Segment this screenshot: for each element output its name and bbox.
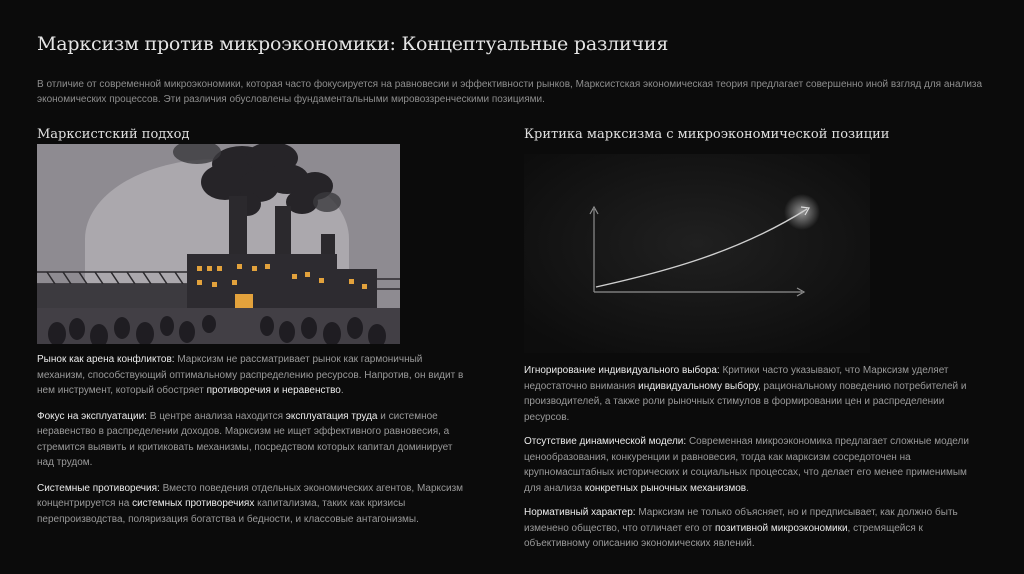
body-text: и системное неравенство в распределении доходов. Марксизм не ищет эффективного равновесия, а стремится выявить и критиковать механизмы, посредством которых капитал доминирует над трудом. bbox=[37, 410, 453, 468]
highlight-text: Рынок как арена конфликтов: bbox=[37, 354, 175, 365]
body-text: капитализма, таких как кризисы перепроизводства, поляризация богатства и бедности, и классовые антагонизмы. bbox=[37, 498, 419, 525]
body-text: Критики часто указывают, что Марксизм уделяет недостаточно внимания bbox=[524, 365, 949, 392]
body-text: Вместо поведения отдельных экономических агентов, Марксизм концентрируется на bbox=[37, 482, 464, 509]
body-text: , стремящейся к объективному описанию экономических явлений. bbox=[524, 522, 923, 549]
right-point-1 bbox=[524, 363, 984, 425]
critique-heading: Критика марксизма с микроэкономической позиции bbox=[524, 127, 890, 142]
highlight-text: эксплуатация труда bbox=[285, 410, 378, 422]
marxist-points-list bbox=[37, 352, 467, 537]
body-text: Марксизм не рассматривает рынок как гармоничный механизм, способствующий оптимальному распределению ресурсов. Напротив, он видит в нем инструмент, который обостряет bbox=[37, 354, 464, 396]
page-title: Марксизм против микроэкономики: Концептуальные различия bbox=[37, 33, 669, 55]
body-text: . bbox=[340, 385, 344, 396]
intro-paragraph: В отличие от современной микроэкономики, которая часто фокусируется на равновесии и эффективности рынков, Марксистская экономическая теория предлагает совершенно иной взгляд для анализа экономических процессов. Эти различия обусловлены фундаментальными мировоззренческими позициями. bbox=[37, 79, 983, 105]
highlight-text: системных противоречиях bbox=[132, 498, 255, 509]
left-point-3 bbox=[37, 481, 467, 528]
body-text: В центре анализа находится bbox=[146, 410, 286, 422]
marxist-approach-heading: Марксистский подход bbox=[37, 127, 190, 142]
rising-curve-graph bbox=[524, 154, 870, 353]
highlight-text: Игнорирование индивидуального выбора: bbox=[524, 365, 720, 376]
body-text: , рациональному поведению потребителей и производителей, а также роли рыночных стимулов в формировании цен и распределении ресурсов. bbox=[524, 380, 967, 423]
highlight-text: Системные противоречия: bbox=[37, 482, 160, 494]
body-text: . bbox=[746, 482, 749, 494]
body-text: Современная микроэкономика предлагает сложные модели ценообразования, конкуренции и равновесия, тогда как марксизм сосредоточен на крупномасштабных исторических и социальных процессах, что делает его менее применимым для анализа bbox=[524, 436, 969, 494]
factory-illustration bbox=[37, 144, 400, 344]
highlight-text: противоречия и неравенство bbox=[206, 385, 341, 396]
highlight-text: индивидуальному выбору bbox=[638, 380, 758, 392]
highlight-text: Нормативный характер: bbox=[524, 507, 636, 518]
left-point-2 bbox=[37, 409, 467, 471]
critique-points-list bbox=[524, 363, 984, 561]
highlight-text: конкретных рыночных механизмов bbox=[584, 482, 747, 494]
highlight-text: Фокус на эксплуатации: bbox=[37, 410, 147, 422]
highlight-text: Отсутствие динамической модели: bbox=[524, 436, 687, 447]
highlight-text: позитивной микроэкономики bbox=[714, 522, 848, 534]
right-point-3 bbox=[524, 505, 984, 552]
body-text: Марксизм не только объясняет, но и предписывает, как должно быть изменено общество, что отличает его от bbox=[524, 507, 958, 534]
right-point-2 bbox=[524, 434, 984, 496]
left-point-1 bbox=[37, 352, 467, 399]
